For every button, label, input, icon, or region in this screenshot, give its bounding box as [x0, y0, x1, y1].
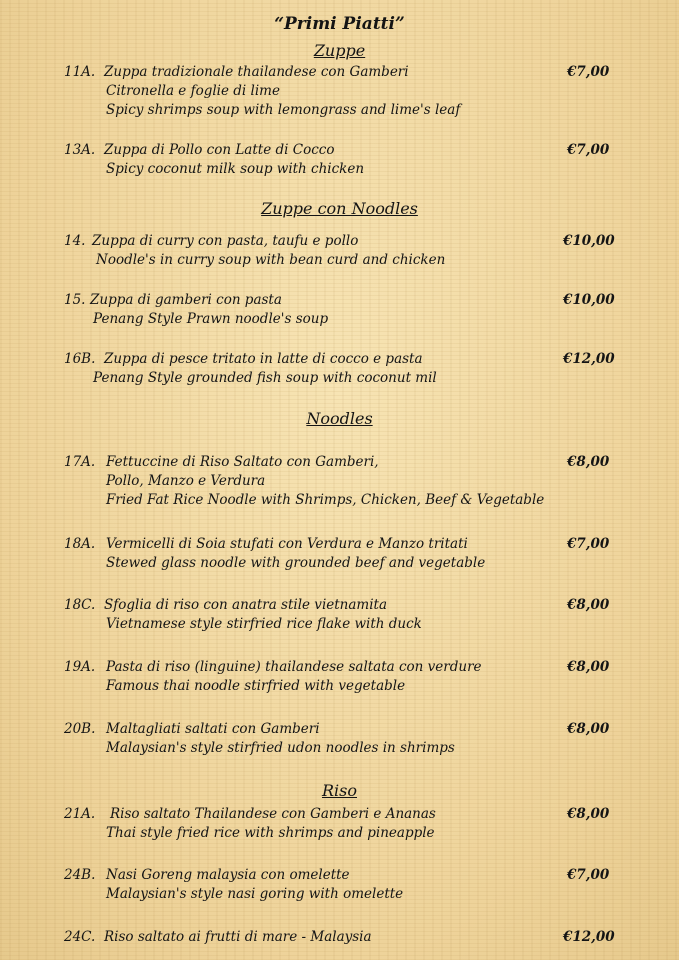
section-heading-zuppe-con-noodles: Zuppe con Noodles [261, 199, 418, 218]
item-price: €8,00 [567, 806, 610, 822]
item-translation: Famous thai noodle stirfried with vegetable [106, 678, 406, 694]
item-code: 15. [64, 292, 86, 308]
item-code: 19A. [64, 659, 96, 675]
item-translation: Vietnamese style stirfried rice flake with duck [106, 616, 422, 632]
item-price: €10,00 [563, 233, 615, 249]
item-code: 16B. [64, 351, 96, 367]
item-price: €12,00 [563, 351, 615, 367]
item-description: Pollo, Manzo e Verdura [106, 473, 266, 489]
item-price: €7,00 [567, 64, 610, 80]
item-name: Zuppa di pesce tritato in latte di cocco e pasta [104, 351, 423, 367]
item-translation: Fried Fat Rice Noodle with Shrimps, Chicken, Beef & Vegetable [106, 492, 545, 508]
item-price: €7,00 [567, 142, 610, 158]
item-name: Zuppa di Pollo con Latte di Cocco [104, 142, 335, 158]
item-translation: Spicy shrimps soup with lemongrass and lime's leaf [106, 102, 461, 118]
item-code: 18C. [64, 597, 96, 613]
item-name: Maltagliati saltati con Gamberi [106, 721, 320, 737]
item-name: Nasi Goreng malaysia con omelette [106, 867, 350, 883]
section-heading-noodles: Noodles [306, 409, 373, 428]
item-code: 14. [64, 233, 86, 249]
item-price: €7,00 [567, 536, 610, 552]
item-price: €8,00 [567, 721, 610, 737]
item-code: 21A. [64, 806, 96, 822]
item-name: Pasta di riso (linguine) thailandese saltata con verdure [106, 659, 482, 675]
menu-title: “Primi Piatti” [274, 14, 405, 34]
item-name: Riso saltato ai frutti di mare - Malaysia [104, 929, 372, 945]
item-name: Vermicelli di Soia stufati con Verdura e Manzo tritati [106, 536, 468, 552]
item-translation: Thai style fried rice with shrimps and pineapple [106, 825, 435, 841]
item-code: 20B. [64, 721, 96, 737]
item-name: Riso saltato Thailandese con Gamberi e Ananas [110, 806, 436, 822]
item-code: 24B. [64, 867, 96, 883]
item-translation: Malaysian's style stirfried udon noodles in shrimps [106, 740, 455, 756]
item-name: Zuppa tradizionale thailandese con Gamberi [104, 64, 409, 80]
item-price: €7,00 [567, 867, 610, 883]
item-name: Fettuccine di Riso Saltato con Gamberi, [106, 454, 379, 470]
item-code: 17A. [64, 454, 96, 470]
item-translation: Penang Style grounded fish soup with coconut mil [93, 370, 437, 386]
item-price: €8,00 [567, 597, 610, 613]
item-translation: Spicy coconut milk soup with chicken [106, 161, 365, 177]
item-price: €8,00 [567, 659, 610, 675]
item-code: 24C. [64, 929, 96, 945]
item-name: Zuppa di gamberi con pasta [90, 292, 282, 308]
item-code: 13A. [64, 142, 96, 158]
item-price: €12,00 [563, 929, 615, 945]
item-code: 18A. [64, 536, 96, 552]
item-translation: Malaysian's style nasi goring with omelette [106, 886, 404, 902]
item-name: Zuppa di curry con pasta, taufu e pollo [92, 233, 359, 249]
item-translation: Stewed glass noodle with grounded beef and vegetable [106, 555, 486, 571]
item-translation: Noodle's in curry soup with bean curd and chicken [96, 252, 446, 268]
item-translation: Penang Style Prawn noodle's soup [93, 311, 329, 327]
item-name: Sfoglia di riso con anatra stile vietnamita [104, 597, 388, 613]
section-heading-zuppe: Zuppe [313, 41, 366, 60]
item-price: €10,00 [563, 292, 615, 308]
item-code: 11A. [64, 64, 96, 80]
section-heading-riso: Riso [321, 781, 357, 800]
item-price: €8,00 [567, 454, 610, 470]
item-description: Citronella e foglie di lime [106, 83, 280, 99]
